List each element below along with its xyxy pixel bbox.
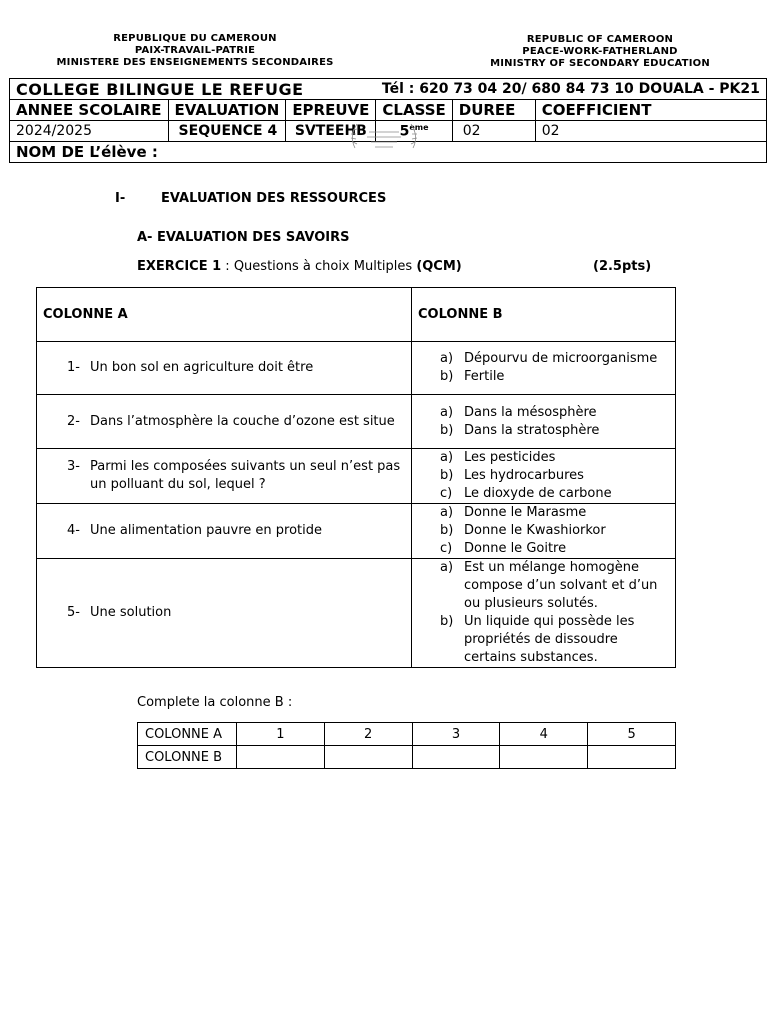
qcm-table <box>36 287 676 668</box>
answer-col-number: 1 <box>237 723 325 746</box>
options-cell <box>412 395 676 449</box>
question-cell <box>37 449 412 504</box>
option-item <box>440 368 669 386</box>
options-cell <box>412 559 676 668</box>
option-item <box>440 613 669 667</box>
option-text: Dans la mésosphère <box>464 404 597 420</box>
option-item <box>440 485 669 503</box>
question-text: Une alimentation pauvre en protide <box>90 523 323 538</box>
evaluation-value: SEQUENCE 4 <box>168 121 286 142</box>
option-text: Le dioxyde de carbone <box>464 486 612 501</box>
qcm-row-4 <box>37 504 676 559</box>
coefficient-value: 02 <box>535 121 766 142</box>
question-cell <box>37 342 412 395</box>
student-name-field[interactable]: NOM DE L’élève : <box>10 142 767 163</box>
answer-cell-1[interactable] <box>237 746 325 769</box>
school-year-value: 2024/2025 <box>10 121 169 142</box>
option-letter: a) <box>440 404 454 420</box>
header-duree: DUREE <box>452 100 535 121</box>
answer-row-label-a: COLONNE A <box>138 723 237 746</box>
header-right-line-1: REPUBLIC OF CAMEROON <box>526 34 674 45</box>
header-coefficient: COEFFICIENT <box>535 100 766 121</box>
option-item <box>440 467 669 485</box>
header-evaluation: EVALUATION <box>168 100 286 121</box>
option-text: Dépourvu de microorganisme <box>464 351 658 366</box>
header-left-line-2: PAIX-TRAVAIL-PATRIE <box>134 45 256 56</box>
college-phone: Tél : 620 73 04 20/ 680 84 73 10 DOUALA - PK21 <box>376 79 766 100</box>
header-right-line-3: MINISTRY OF SECONDARY EDUCATION <box>490 58 710 69</box>
exercise-qcm: (QCM) <box>416 259 462 274</box>
option-letter: b) <box>440 523 454 538</box>
answer-col-number: 2 <box>324 723 412 746</box>
option-text: Un liquide qui possède les propriétés de dissoudre certains substances. <box>464 614 635 665</box>
option-letter: c) <box>440 486 453 501</box>
answer-cell-4[interactable] <box>500 746 588 769</box>
option-text: Dans la stratosphère <box>464 422 600 438</box>
option-letter: c) <box>440 541 453 556</box>
question-number: 4- <box>67 523 80 538</box>
header-right-line-2: PEACE-WORK-FATHERLAND <box>522 46 678 57</box>
option-letter: a) <box>440 351 454 366</box>
question-text: Parmi les composées suivants un seul n’est pas un polluant du sol, lequel ? <box>90 459 401 492</box>
options-cell <box>412 342 676 395</box>
section-title: EVALUATION DES RESSOURCES <box>161 191 387 206</box>
option-text: Fertile <box>464 369 505 384</box>
option-item <box>440 504 669 522</box>
exercise-heading <box>137 259 462 274</box>
answer-col-number: 4 <box>500 723 588 746</box>
question-number: 1- <box>67 360 80 375</box>
question-text: Dans l’atmosphère la couche d’ozone est situe <box>90 413 395 429</box>
answer-row-label-b: COLONNE B <box>138 746 237 769</box>
subsection-title: A- EVALUATION DES SAVOIRS <box>137 230 350 245</box>
header-right <box>455 34 745 70</box>
option-text: Donne le Kwashiorkor <box>464 523 606 538</box>
option-letter: b) <box>440 422 454 438</box>
header-left-line-3: MINISTERE DES ENSEIGNEMENTS SECONDAIRES <box>56 57 334 68</box>
qcm-row-3 <box>37 449 676 504</box>
question-number: 3- <box>67 459 80 474</box>
option-item <box>440 540 669 558</box>
option-letter: a) <box>440 505 454 520</box>
question-text: Une solution <box>90 605 172 620</box>
qcm-row-2 <box>37 395 676 449</box>
answer-cell-3[interactable] <box>412 746 500 769</box>
qcm-header-col-b: COLONNE B <box>412 288 676 342</box>
option-letter: a) <box>440 450 454 465</box>
options-cell <box>412 504 676 559</box>
option-item <box>440 559 669 613</box>
option-text: Les hydrocarbures <box>464 468 584 483</box>
header-epreuve: EPREUVE <box>286 100 376 121</box>
header-left <box>40 33 350 69</box>
qcm-row-1 <box>37 342 676 395</box>
question-cell <box>37 395 412 449</box>
option-text: Est un mélange homogène compose d’un solvant et d’un ou plusieurs solutés. <box>464 560 658 611</box>
option-text: Les pesticides <box>464 450 556 465</box>
option-letter: b) <box>440 614 454 629</box>
complete-instruction: Complete la colonne B : <box>137 695 293 710</box>
epreuve-value: SVTEEHB <box>286 121 376 142</box>
exercise-points: (2.5pts) <box>593 259 652 274</box>
header-school-year: ANNEE SCOLAIRE <box>10 100 169 121</box>
college-name: COLLEGE BILINGUE LE REFUGE <box>10 79 376 100</box>
option-item <box>440 422 669 440</box>
options-cell <box>412 449 676 504</box>
option-text: Donne le Goitre <box>464 541 567 556</box>
classe-suffix: eme <box>409 122 429 132</box>
qcm-row-5 <box>37 559 676 668</box>
header-classe: CLASSE <box>376 100 452 121</box>
duree-value: 02 <box>452 121 535 142</box>
section-number: I- <box>115 191 126 206</box>
classe-number: 5 <box>399 123 410 140</box>
exercise-desc: Questions à choix Multiples <box>233 259 417 274</box>
question-text: Un bon sol en agriculture doit être <box>90 360 314 375</box>
question-cell <box>37 559 412 668</box>
question-number: 5- <box>67 605 80 620</box>
exercise-title: EXERCICE 1 <box>137 259 222 274</box>
answer-cell-2[interactable] <box>324 746 412 769</box>
qcm-header-col-a: COLONNE A <box>37 288 412 342</box>
answer-table <box>137 722 676 769</box>
option-letter: a) <box>440 560 454 575</box>
option-letter: b) <box>440 468 454 483</box>
header-left-line-1: REPUBLIQUE DU CAMEROUN <box>113 33 277 44</box>
option-text: Donne le Marasme <box>464 505 587 520</box>
option-item <box>440 350 669 368</box>
school-info-table <box>9 78 767 163</box>
answer-col-number: 3 <box>412 723 500 746</box>
classe-value <box>376 121 452 142</box>
option-item <box>440 404 669 422</box>
exercise-sep: : <box>221 259 234 274</box>
option-item <box>440 522 669 540</box>
answer-col-number: 5 <box>588 723 676 746</box>
question-number: 2- <box>67 413 80 429</box>
option-letter: b) <box>440 369 454 384</box>
question-cell <box>37 504 412 559</box>
option-item <box>440 449 669 467</box>
answer-cell-5[interactable] <box>588 746 676 769</box>
